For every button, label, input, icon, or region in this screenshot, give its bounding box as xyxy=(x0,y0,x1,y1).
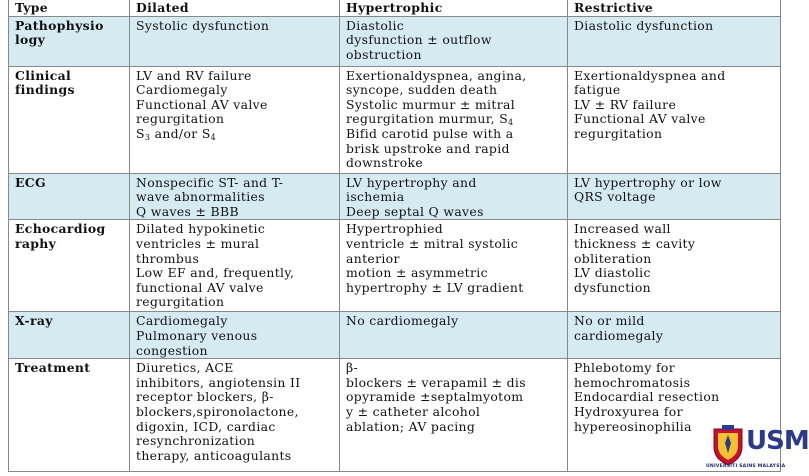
cell-line: regurgitation xyxy=(574,125,663,141)
dilated-cell xyxy=(130,312,340,359)
university-crest-icon xyxy=(708,423,748,467)
cell-line: motion ± asymmetric xyxy=(346,265,488,281)
table-header-row xyxy=(9,0,781,16)
table-row-pathophysiology xyxy=(9,16,781,66)
cell-line: Clinical xyxy=(15,67,72,83)
header-restrictive: Restrictive xyxy=(568,0,781,16)
cell-line: No or mild xyxy=(574,313,645,329)
cell-line: Exertionaldyspnea and xyxy=(574,67,726,83)
cell-line: X-ray xyxy=(15,313,53,329)
row-type-cell xyxy=(9,359,130,472)
cell-line: Diastolic dysfunction xyxy=(574,17,714,33)
header-type: Type xyxy=(9,0,130,16)
cell-line: hypertrophy ± LV gradient xyxy=(346,279,524,295)
cell-line: resynchronization xyxy=(136,433,256,449)
usm-wordmark: USM xyxy=(746,426,809,456)
usm-caption: UNIVERSITI SAINS MALAYSIA xyxy=(706,464,786,469)
cell-line: Dilated hypokinetic xyxy=(136,221,266,237)
cell-line: raphy xyxy=(15,235,57,251)
row-type-cell xyxy=(9,220,130,312)
cell-line: regurgitation xyxy=(136,111,225,127)
cell-line: Hydroxyurea for xyxy=(574,403,683,419)
comparison-table xyxy=(8,0,781,472)
restrictive-cell xyxy=(568,173,781,220)
cell-line: blockers ± verapamil ± dis xyxy=(346,374,526,390)
cell-line: fatigue xyxy=(574,82,621,98)
cell-line: thickness ± cavity xyxy=(574,235,696,251)
cell-line: LV and RV failure xyxy=(136,67,252,83)
cell-line: dysfunction ± outflow xyxy=(346,32,492,48)
cardiomyopathy-comparison-table xyxy=(8,0,780,472)
cell-line: Pulmonary venous xyxy=(136,327,258,343)
hypertrophic-cell xyxy=(340,359,568,472)
cell-line: dysfunction xyxy=(574,279,652,295)
cell-line: Systolic dysfunction xyxy=(136,17,270,33)
cell-line: Functional AV valve xyxy=(574,111,706,127)
cell-line: Cardiomegaly xyxy=(136,82,228,98)
cell-line: LV hypertrophy and xyxy=(346,174,477,190)
table-row-treatment xyxy=(9,359,781,472)
row-type-cell xyxy=(9,312,130,359)
cell-line: logy xyxy=(15,32,46,48)
cell-line: obliteration xyxy=(574,250,652,266)
cell-line: syncope, sudden death xyxy=(346,82,498,98)
cell-line: opyramide ±septalmyotom xyxy=(346,389,524,405)
header-hypertrophic: Hypertrophic xyxy=(340,0,568,16)
cell-line: functional AV valve xyxy=(136,279,264,295)
cell-line: anterior xyxy=(346,250,400,266)
cell-line: Echocardiog xyxy=(15,221,106,237)
cell-line: $S_3$ and/or $S_4$ xyxy=(136,125,217,142)
cell-line: Deep septal Q waves xyxy=(346,203,484,219)
cell-line: cardiomegaly xyxy=(574,327,664,343)
cell-line: Cardiomegaly xyxy=(136,313,228,329)
table-body xyxy=(9,16,781,472)
cell-line: ECG xyxy=(15,174,46,190)
dilated-cell xyxy=(130,359,340,472)
hypertrophic-cell xyxy=(340,16,568,66)
cell-line: ventricle ± mitral systolic xyxy=(346,235,519,251)
cell-line: digoxin, ICD, cardiac xyxy=(136,418,276,434)
restrictive-cell xyxy=(568,312,781,359)
cell-line: Endocardial resection xyxy=(574,389,720,405)
cell-line: regurgitation murmur, $S_4$ xyxy=(346,111,514,128)
cell-line: ischemia xyxy=(346,189,405,205)
restrictive-cell xyxy=(568,66,781,173)
cell-line: QRS voltage xyxy=(574,189,656,205)
cell-line: Diuretics, ACE xyxy=(136,360,234,376)
cell-line: wave abnormalities xyxy=(136,189,265,205)
restrictive-cell xyxy=(568,220,781,312)
hypertrophic-cell xyxy=(340,220,568,312)
table-row-echocardiography xyxy=(9,220,781,312)
cell-line: y ± catheter alcohol xyxy=(346,403,481,419)
cell-line: Exertionaldyspnea, angina, xyxy=(346,67,527,83)
cell-line: Functional AV valve xyxy=(136,96,268,112)
hypertrophic-cell xyxy=(340,173,568,220)
cell-line: Diastolic xyxy=(346,17,405,33)
table-row-ecg xyxy=(9,173,781,220)
cell-line: Low EF and, frequently, xyxy=(136,265,295,281)
cell-line: LV hypertrophy or low xyxy=(574,174,722,190)
cell-line: ventricles ± mural xyxy=(136,235,260,251)
cell-line: hypereosinophilia xyxy=(574,418,692,434)
dilated-cell xyxy=(130,220,340,312)
table-row-clinical-findings xyxy=(9,66,781,173)
cell-line: LV ± RV failure xyxy=(574,96,677,112)
row-type-cell xyxy=(9,173,130,220)
cell-line: β- xyxy=(346,360,359,376)
cell-line: obstruction xyxy=(346,46,422,62)
cell-line: Hypertrophied xyxy=(346,221,444,237)
cell-line: Treatment xyxy=(15,360,91,376)
cell-line: ablation; AV pacing xyxy=(346,418,476,434)
cell-line: Phlebotomy for xyxy=(574,360,675,376)
cell-line: inhibitors, angiotensin II xyxy=(136,374,301,390)
restrictive-cell xyxy=(568,16,781,66)
table-row-x-ray xyxy=(9,312,781,359)
cell-line: Systolic murmur ± mitral xyxy=(346,96,516,112)
cell-line: LV diastolic xyxy=(574,265,651,281)
cell-line: regurgitation xyxy=(136,294,225,310)
cell-line: No cardiomegaly xyxy=(346,313,459,329)
cell-line: Nonspecific ST- and T- xyxy=(136,174,284,190)
cell-line: hemochromatosis xyxy=(574,374,691,390)
cell-line: downstroke xyxy=(346,155,424,171)
row-type-cell xyxy=(9,16,130,66)
cell-line: findings xyxy=(15,82,75,98)
cell-line: receptor blockers, β- xyxy=(136,389,274,405)
cell-line: therapy, anticoagulants xyxy=(136,447,292,463)
dilated-cell xyxy=(130,16,340,66)
cell-line: blockers,spironolactone, xyxy=(136,403,299,419)
hypertrophic-cell xyxy=(340,66,568,173)
cell-line: congestion xyxy=(136,342,208,358)
header-dilated: Dilated xyxy=(130,0,340,16)
cell-line: Bifid carotid pulse with a xyxy=(346,125,514,141)
cell-line: Increased wall xyxy=(574,221,671,237)
dilated-cell xyxy=(130,173,340,220)
row-type-cell xyxy=(9,66,130,173)
cell-line: thrombus xyxy=(136,250,200,266)
hypertrophic-cell xyxy=(340,312,568,359)
cell-line: Pathophysio xyxy=(15,17,104,33)
dilated-cell xyxy=(130,66,340,173)
cell-line: Q waves ± BBB xyxy=(136,203,239,219)
cell-line: brisk upstroke and rapid xyxy=(346,140,510,156)
